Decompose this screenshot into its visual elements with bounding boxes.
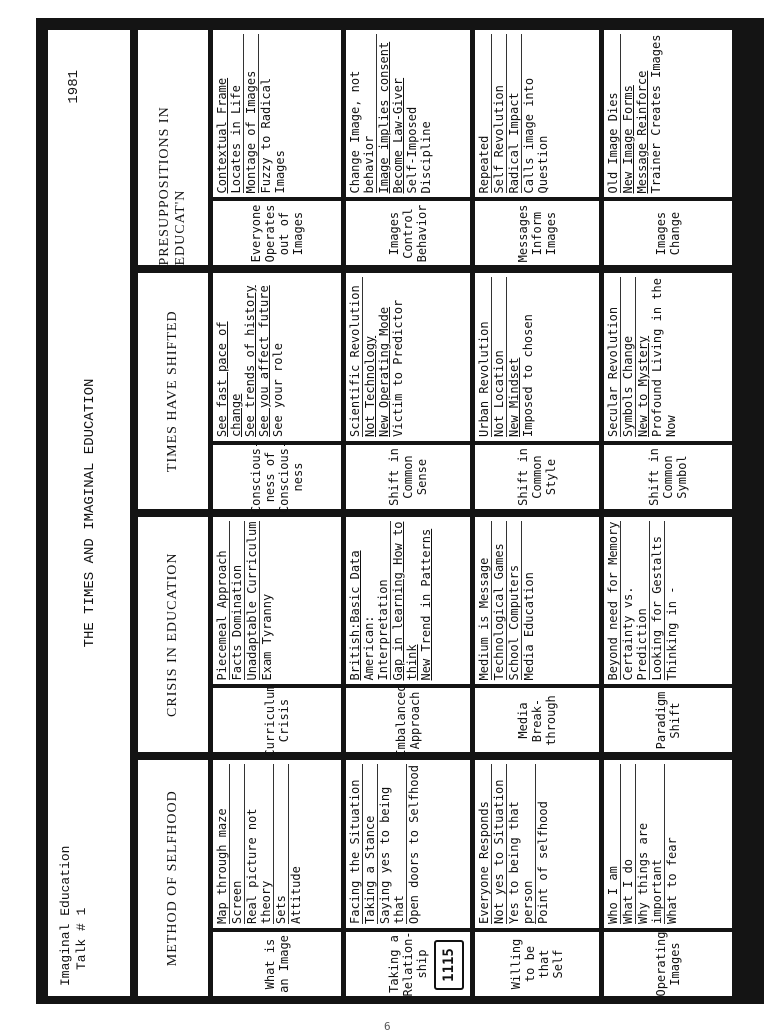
list-item: Facts Domination [230,521,245,681]
stamp-badge: 1115 [434,940,464,990]
topic-block [604,30,732,266]
topic-block [213,761,341,997]
topic-cell [346,932,470,996]
topic-block [213,30,341,266]
list-item: New to Mystery [636,335,651,437]
topic-cell [213,684,341,757]
topic-block [213,517,341,757]
list-item: Unadaptable Curriculum [245,521,259,681]
list-item: Real picture not theory [245,765,274,925]
topic-label: Paradigm Shift [654,691,683,750]
topic-cell [346,202,470,266]
chart-table [138,30,732,996]
item-list [604,30,732,198]
item-list [213,274,341,442]
list-item: Technological Games [492,521,507,681]
topic-label: Willing to be that Self [509,938,566,990]
column-panel [138,517,732,757]
topic-cell [604,445,732,509]
topic-label: Messages Inform Images [516,204,559,263]
topic-block [475,517,599,753]
item-list [346,761,470,929]
list-item: School Computers [507,521,522,681]
list-item: Saying yes to being that [378,765,407,925]
list-item: Urban Revolution [477,278,492,438]
topic-block [213,274,341,514]
topic-cell [604,932,732,996]
topic-label: Conscious-ness of Conscious-ness [248,440,305,514]
list-item: Yes to being that person [507,765,536,925]
list-item: See fast pace of change [215,321,243,437]
list-item: Who I am [606,765,621,925]
list-item: Old Image Dies [606,34,621,194]
series-name: Imaginal Education [58,845,73,986]
list-item: Trainer Creates Images [649,34,664,194]
list-item: Contextual Frame [215,77,229,194]
list-item: American: Interpretation [362,521,391,681]
list-item: Secular Revolution [606,278,621,438]
list-item: Why things are important [636,765,665,925]
topic-block [346,761,470,997]
list-item: New Image Forms [621,85,636,194]
topic-cell [604,689,732,753]
topic-block [475,30,599,266]
topic-block [604,517,732,753]
title-band [48,30,130,996]
topic-cell [346,684,470,757]
list-item: Map through maze [215,765,230,925]
column-panel [138,274,732,514]
column-panel [138,30,732,266]
list-item: See trends of history [243,285,257,437]
item-list [475,274,599,442]
document-frame [36,18,764,1004]
list-item: Radical Impact [507,34,522,194]
topic-block [604,761,732,997]
list-item: Screen [230,765,245,925]
topic-label: Imbalanced Approach [393,684,422,757]
list-item: Looking for Gestalts [650,521,665,681]
list-item: Not Location [492,278,507,438]
topic-block [346,30,470,266]
list-item: Repeated [477,34,492,194]
list-item: Profound Living in the Now [650,278,679,437]
list-item: Image implies consent [376,41,391,194]
item-list [346,30,470,198]
list-item: New Operating Mode [376,306,391,437]
topic-cell [475,445,599,509]
topic-cell [213,932,341,996]
topic-label: Shift in Common Style [516,448,559,506]
list-item: Piecemeal Approach [215,521,230,681]
topic-cell [475,202,599,266]
item-list [475,30,599,198]
item-list [475,517,599,685]
list-item: See your role [271,343,285,437]
talk-number: Talk # 1 [74,907,89,970]
column-header: PRESUPPOSITIONS IN EDUCAT'N [138,30,208,266]
list-item: Not Technology [362,335,377,437]
list-item: Change Image, not behavior [348,34,377,194]
topic-label: Everyone Operates out of Images [248,204,305,263]
item-list [213,30,341,198]
topic-cell [346,445,470,509]
list-item: Symbols Change [621,278,636,438]
list-item: Locates in Life [229,34,244,194]
list-item: Self Revolution [492,34,507,194]
list-item: Attitude [289,866,303,924]
item-list [604,274,732,442]
topic-label: Images Change [654,211,683,256]
list-item: Open doors to Selfhood [406,765,421,924]
list-item: Calls image into Question [522,77,550,194]
topic-cell [213,202,341,266]
list-item: Imposed to chosen [521,314,535,437]
topic-label: Images Control Behavior [386,204,429,263]
document-title: THE TIMES AND IMAGINAL EDUCATION [82,378,98,648]
list-item: Victim to Predictor [390,299,405,437]
list-item: Certainty vs. Prediction [621,521,650,681]
item-list [604,517,732,685]
column-header: CRISIS IN EDUCATION [138,517,208,753]
topic-cell [213,440,341,514]
list-item: Beyond need for Memory [606,521,621,681]
column-header: METHOD OF SELFHOOD [138,761,208,997]
topic-cell [475,932,599,996]
item-list [213,761,341,929]
list-item: Point of selfhood [536,801,550,924]
rotated-document [48,30,732,996]
topic-block [475,274,599,510]
list-item: Become Law-Giver [390,77,405,194]
list-item: Taking a Stance [363,765,378,925]
topic-label: Operating Images [654,931,683,997]
topic-label: Media Break-through [516,695,559,746]
list-item: Exam Tyranny [260,593,274,681]
topic-label: Curriculum Crisis [262,684,291,757]
topic-cell [604,202,732,266]
topic-label: Shift in Common Sense [386,448,429,506]
list-item: Montage of Images [244,34,259,194]
item-list [213,517,341,685]
topic-block [346,517,470,757]
topic-cell [475,689,599,753]
list-item: Media Education [522,572,536,681]
list-item: Thinking in - [665,586,680,681]
item-list [604,761,732,929]
list-item: What to fear [665,837,680,924]
topic-label: Taking a Relation-ship [386,931,429,997]
list-item: What I do [621,765,636,925]
list-item: New Mindset [507,357,521,437]
topic-label: Shift in Common Symbol [647,448,690,506]
list-item: British:Basic Data [347,550,362,681]
list-item: Sets [274,765,289,925]
list-item: Gap in learning How to think [390,521,419,681]
list-item: See you affect future [257,285,271,437]
list-item: New Trend in Patterns [418,528,433,681]
document-year: 1981 [66,70,82,104]
list-item: Not yes to Situation [492,765,507,925]
column-header: TIMES HAVE SHIFTED [138,274,208,510]
list-item: Scientific Revolution [348,278,363,438]
topic-label: What is an Image [262,935,291,993]
page-number: 6 [384,1020,391,1033]
list-item: Self-Imposed Discipline [404,106,433,194]
list-item: Fuzzy to Radical Images [259,77,287,194]
item-list [475,761,599,929]
list-item: Message Reinforce [635,70,650,194]
list-item: Everyone Responds [477,765,492,925]
topic-block [475,761,599,997]
list-item: Medium is Message [477,521,492,681]
item-list [346,517,470,685]
topic-block [346,274,470,510]
list-item: Facing the Situation [348,765,363,925]
column-panel [138,761,732,997]
topic-block [604,274,732,510]
item-list [346,274,470,442]
